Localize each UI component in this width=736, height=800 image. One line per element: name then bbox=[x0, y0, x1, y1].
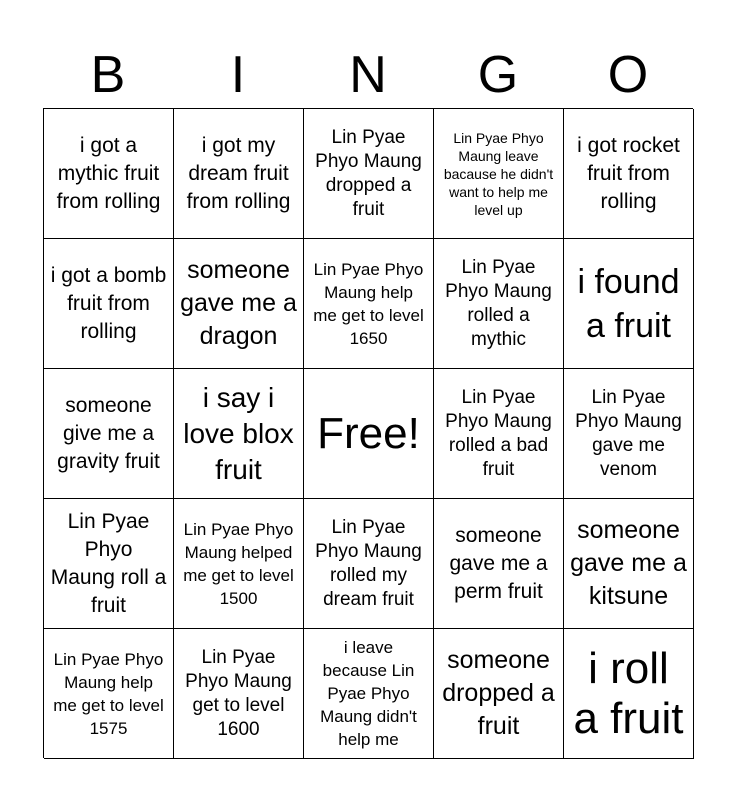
cell-text: someone gave me a dragon bbox=[180, 256, 297, 350]
header-letter-g: G bbox=[477, 46, 519, 104]
cell-text: i roll a fruit bbox=[573, 643, 684, 743]
bingo-grid bbox=[43, 108, 693, 758]
bingo-cell[interactable] bbox=[304, 239, 434, 369]
bingo-cell[interactable] bbox=[434, 109, 564, 239]
bingo-header bbox=[43, 45, 693, 105]
bingo-cell[interactable] bbox=[174, 369, 304, 499]
cell-text: Lin Pyae Phyo Maung roll a fruit bbox=[50, 509, 167, 617]
header-letter-b: B bbox=[90, 46, 126, 104]
cell-text: i say i love blox fruit bbox=[183, 381, 294, 485]
bingo-cell[interactable] bbox=[434, 239, 564, 369]
cell-text: i got a mythic fruit from rolling bbox=[56, 133, 161, 213]
header-letter-i: I bbox=[230, 46, 246, 104]
cell-text: someone gave me a perm fruit bbox=[449, 523, 548, 603]
bingo-cell[interactable] bbox=[564, 499, 694, 629]
bingo-cell[interactable] bbox=[434, 369, 564, 499]
cell-text: Lin Pyae Phyo Maung gave me venom bbox=[575, 386, 682, 480]
header-letter-o: O bbox=[607, 46, 649, 104]
cell-text: i got rocket fruit from rolling bbox=[577, 133, 680, 213]
cell-text: Lin Pyae Phyo Maung rolled a mythic bbox=[445, 256, 552, 350]
cell-text: i leave because Lin Pyae Phyo Maung didn't help me bbox=[320, 638, 417, 749]
cell-text: Lin Pyae Phyo Maung rolled my dream fruit bbox=[315, 516, 422, 610]
bingo-cell[interactable] bbox=[44, 629, 174, 759]
bingo-cell[interactable] bbox=[174, 499, 304, 629]
cell-text: Lin Pyae Phyo Maung help me get to level 1650 bbox=[313, 259, 424, 348]
cell-text: Lin Pyae Phyo Maung get to level 1600 bbox=[185, 646, 292, 740]
bingo-cell[interactable] bbox=[44, 109, 174, 239]
bingo-cell[interactable] bbox=[44, 369, 174, 499]
header-letter-n: N bbox=[349, 46, 387, 104]
bingo-cell[interactable] bbox=[44, 499, 174, 629]
cell-text: someone gave me a kitsune bbox=[570, 516, 687, 610]
cell-text: Lin Pyae Phyo Maung helped me get to level 1500 bbox=[183, 519, 294, 608]
cell-text: i got my dream fruit from rolling bbox=[186, 133, 291, 213]
cell-text: Lin Pyae Phyo Maung dropped a fruit bbox=[315, 126, 422, 220]
bingo-cell[interactable] bbox=[564, 239, 694, 369]
bingo-cell[interactable] bbox=[564, 369, 694, 499]
cell-text: someone dropped a fruit bbox=[442, 646, 555, 740]
bingo-cell[interactable] bbox=[434, 499, 564, 629]
free-cell[interactable] bbox=[304, 369, 434, 499]
bingo-cell[interactable] bbox=[304, 499, 434, 629]
bingo-cell[interactable] bbox=[564, 629, 694, 759]
bingo-cell[interactable] bbox=[564, 109, 694, 239]
bingo-cell[interactable] bbox=[44, 239, 174, 369]
cell-text: i found a fruit bbox=[577, 262, 680, 345]
bingo-cell[interactable] bbox=[174, 109, 304, 239]
cell-text: Lin Pyae Phyo Maung leave bacause he didn't want to help me level up bbox=[443, 129, 554, 218]
cell-text: someone give me a gravity fruit bbox=[57, 393, 160, 473]
bingo-cell[interactable] bbox=[174, 239, 304, 369]
bingo-cell[interactable] bbox=[434, 629, 564, 759]
cell-text: Lin Pyae Phyo Maung rolled a bad fruit bbox=[445, 386, 552, 480]
cell-text: Free! bbox=[317, 408, 420, 458]
cell-text: i got a bomb fruit from rolling bbox=[50, 263, 167, 343]
bingo-cell[interactable] bbox=[304, 629, 434, 759]
bingo-cell[interactable] bbox=[304, 109, 434, 239]
bingo-cell[interactable] bbox=[174, 629, 304, 759]
cell-text: Lin Pyae Phyo Maung help me get to level 1575 bbox=[53, 649, 164, 738]
